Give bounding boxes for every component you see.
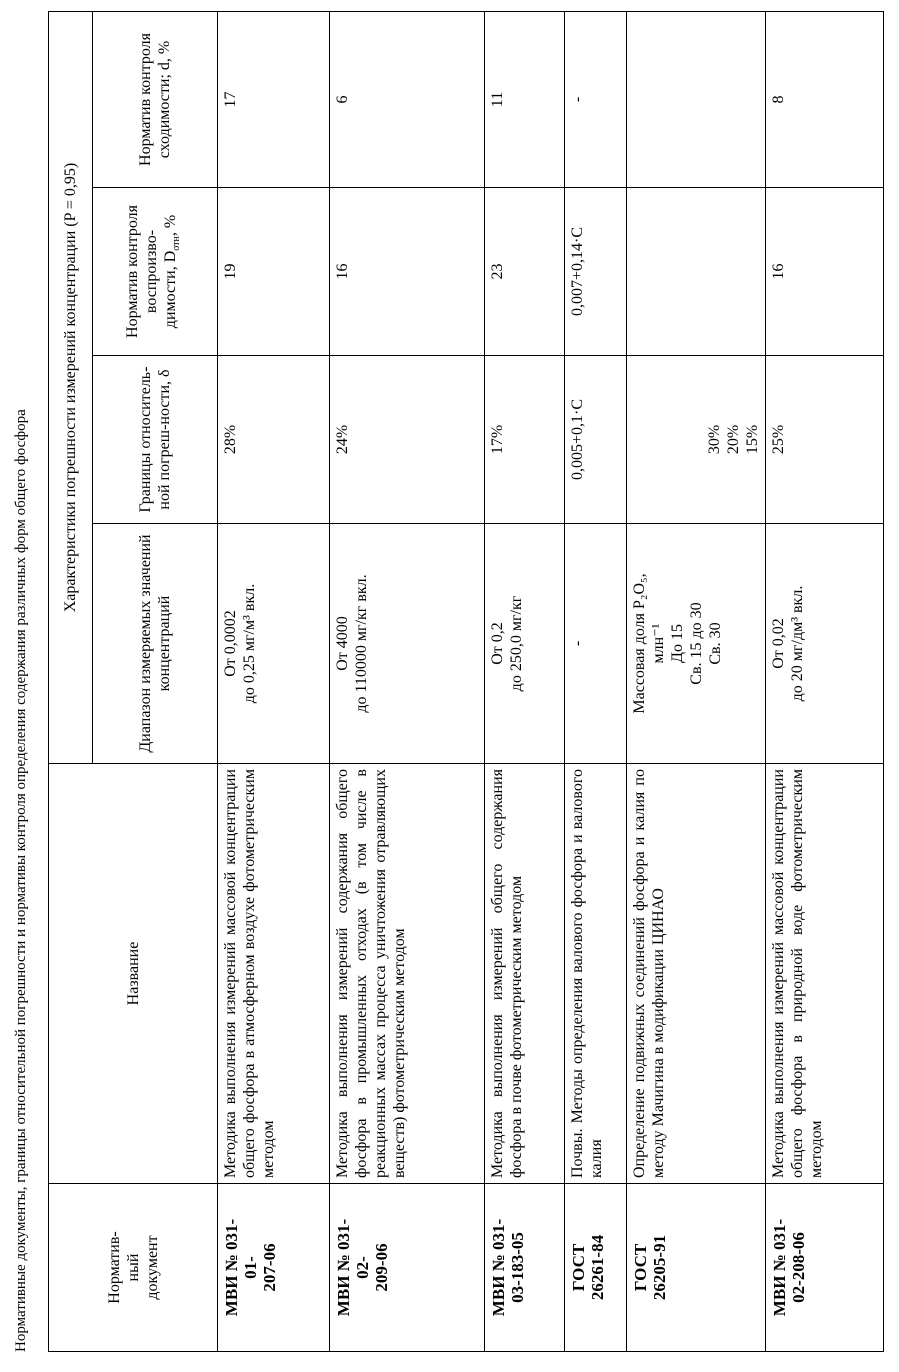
range-line: Св. 30 — [707, 622, 724, 665]
header-document-line: документ — [143, 1235, 161, 1300]
range-line: до 110000 мг/кг вкл. — [353, 574, 370, 713]
delta-spacer — [630, 361, 705, 518]
doc-line: 26205-91 — [650, 1234, 669, 1301]
doc-line: 02- — [353, 1256, 372, 1279]
row-name: Методика выполнения измерений массовой концентрации общего фосфора в природной воде фотометрическим методом — [766, 764, 884, 1184]
delta-line: 25% — [770, 424, 787, 455]
range-line: до 0,25 мг/м³ вкл. — [241, 583, 258, 704]
row-error-bounds — [485, 356, 565, 524]
range-line: От 0,02 — [770, 618, 787, 669]
row-name: Методика выполнения измерений общего содержания фосфора в почве фотометрическим методом — [485, 764, 565, 1184]
header-name: Название — [49, 764, 218, 1184]
doc-line: 03-183-05 — [508, 1232, 527, 1303]
row-reproducibility — [627, 188, 766, 356]
header-characteristics: Характеристики погрешности измерений концентрации (P = 0,95) — [49, 11, 93, 763]
row-error-bounds — [218, 356, 330, 524]
header-repro-unit: , % — [162, 214, 180, 237]
delta-line: 24% — [334, 424, 351, 455]
row-range — [766, 524, 884, 764]
header-repro-subscript: отн — [171, 236, 183, 251]
doc-line: ГОСТ — [631, 1243, 650, 1292]
doc-line: МВИ № 031- — [770, 1218, 789, 1317]
delta-line: 17% — [489, 424, 506, 455]
row-convergence: 8 — [766, 11, 884, 187]
row-range — [330, 524, 485, 764]
table-row — [627, 11, 766, 1351]
table-row — [218, 11, 330, 1351]
row-reproducibility: 16 — [330, 188, 485, 356]
row-name: Определение подвижных соединений фосфора и калия по методу Мачигина в модификации ЦИНАО — [627, 764, 766, 1184]
row-document — [766, 1184, 884, 1352]
doc-line: 26261-84 — [588, 1234, 607, 1301]
header-convergence: Норматив контроля сходимости; d, % — [93, 11, 218, 187]
delta-line: 20% — [725, 424, 742, 455]
range-line: Св. 15 до 30 — [688, 602, 705, 685]
row-range — [565, 524, 627, 764]
row-reproducibility: 16 — [766, 188, 884, 356]
header-document-line: Норматив- — [105, 1231, 123, 1304]
row-reproducibility: 23 — [485, 188, 565, 356]
row-reproducibility: 19 — [218, 188, 330, 356]
range-line: До 15 — [669, 624, 686, 663]
row-document — [330, 1184, 485, 1352]
row-error-bounds — [766, 356, 884, 524]
table-row — [766, 11, 884, 1351]
header-reproducibility — [93, 188, 218, 356]
standards-table — [48, 11, 884, 1352]
doc-line: 209-06 — [372, 1243, 391, 1292]
delta-line: 15% — [744, 424, 761, 455]
table-row — [330, 11, 485, 1351]
row-convergence: 6 — [330, 11, 485, 187]
doc-line: 01- — [241, 1256, 260, 1279]
row-reproducibility: 0,007+0,14·С — [565, 188, 627, 356]
row-error-bounds — [330, 356, 485, 524]
header-document — [49, 1184, 218, 1352]
range-line: От 0,0002 — [222, 610, 239, 677]
row-convergence — [627, 11, 766, 187]
delta-line: 0,005+0,1·С — [569, 398, 586, 481]
range-line: до 20 мг/дм³ вкл. — [789, 585, 806, 702]
header-document-line: ный — [124, 1253, 142, 1282]
doc-line: МВИ № 031- — [489, 1218, 508, 1317]
row-range — [627, 524, 766, 764]
row-error-bounds — [627, 356, 766, 524]
row-document — [565, 1184, 627, 1352]
range-line: От 4000 — [334, 616, 351, 671]
header-repro-text: Норматив контроля воспроизво- — [124, 205, 161, 338]
row-name: Методика выполнения измерений массовой концентрации общего фосфора в атмосферном воздухе фотометрическим методом — [218, 764, 330, 1184]
doc-line: 02-208-06 — [789, 1232, 808, 1303]
row-document — [627, 1184, 766, 1352]
row-convergence: - — [565, 11, 627, 187]
header-error-bounds: Границы относитель-ной погреш-ности, δ — [93, 356, 218, 524]
delta-line: 28% — [222, 424, 239, 455]
row-document — [218, 1184, 330, 1352]
row-document — [485, 1184, 565, 1352]
range-line: до 250,0 мг/кг — [508, 595, 525, 692]
table-row — [485, 11, 565, 1351]
range-line: млн⁻¹ — [650, 623, 667, 664]
doc-line: 207-06 — [260, 1243, 279, 1292]
row-range — [218, 524, 330, 764]
delta-line: 30% — [706, 424, 723, 455]
range-line: - — [569, 640, 586, 647]
range-line: Массовая доля P₂O₅, — [631, 573, 648, 714]
header-repro-symbol: димости, D — [162, 250, 180, 329]
row-convergence: 17 — [218, 11, 330, 187]
doc-line: ГОСТ — [569, 1243, 588, 1292]
row-error-bounds — [565, 356, 627, 524]
row-range — [485, 524, 565, 764]
doc-line: МВИ № 031- — [334, 1218, 353, 1317]
header-range: Диапазон измеряемых значений концентраций — [93, 524, 218, 764]
range-line: От 0,2 — [489, 622, 506, 665]
row-name: Почвы. Методы определения валового фосфора и валового калия — [565, 764, 627, 1184]
table-row — [565, 11, 627, 1351]
row-name: Методика выполнения измерений содержания общего фосфора в промышленных отходах (в том числе в реакционных массах процесса уничтожения отравляющих веществ) фотометрическим методом — [330, 764, 485, 1184]
row-convergence: 11 — [485, 11, 565, 187]
doc-line: МВИ № 031- — [222, 1218, 241, 1317]
table-caption: Нормативные документы, границы относительной погрешности и нормативы контроля определения содержания различных форм общего фосфора — [13, 409, 29, 1352]
